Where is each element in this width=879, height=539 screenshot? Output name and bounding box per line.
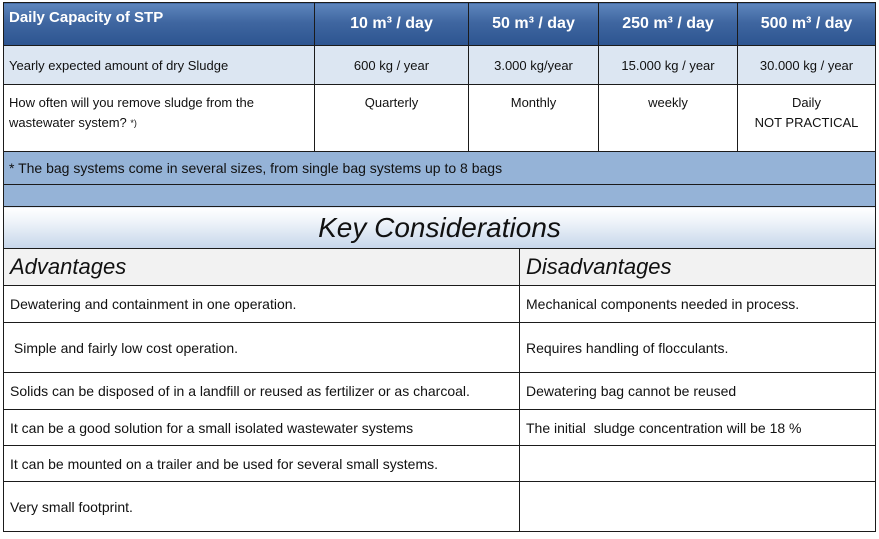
capacity-header-250: 250 m³ / day (599, 3, 738, 46)
table-row (4, 373, 876, 410)
disadvantages-header: Disadvantages (520, 249, 876, 286)
sludge-amount-label: Yearly expected amount of dry Sludge (4, 46, 315, 85)
table-row (4, 446, 876, 482)
advantage-cell: Simple and fairly low cost operation. (4, 323, 520, 373)
key-considerations-title: Key Considerations (4, 207, 876, 249)
removal-label-line1: How often will you remove sludge from the (9, 95, 254, 110)
sludge-amount-250: 15.000 kg / year (599, 46, 738, 85)
footnote-marker: *) (130, 118, 137, 128)
removal-frequency-50: Monthly (469, 85, 599, 152)
table-row (4, 482, 876, 532)
advantages-header: Advantages (4, 249, 520, 286)
capacity-header-row (4, 3, 876, 46)
removal-label-line2: wastewater system? (9, 115, 127, 130)
removal-500-line2: NOT PRACTICAL (754, 115, 859, 130)
table-row (4, 323, 876, 373)
removal-frequency-10: Quarterly (315, 85, 469, 152)
sludge-amount-row (4, 46, 876, 85)
table-row (4, 286, 876, 323)
sludge-amount-50: 3.000 kg/year (469, 46, 599, 85)
disadvantage-cell: Mechanical components needed in process. (520, 286, 876, 323)
capacity-header-label: Daily Capacity of STP (4, 3, 315, 46)
capacity-header-10: 10 m³ / day (315, 3, 469, 46)
disadvantage-cell (520, 446, 876, 482)
bag-note: * The bag systems come in several sizes, from single bag systems up to 8 bags (4, 152, 876, 185)
disadvantage-cell: Requires handling of flocculants. (520, 323, 876, 373)
key-considerations-title-row (4, 207, 876, 249)
removal-frequency-label (4, 85, 315, 152)
advantages-header-row (4, 249, 876, 286)
capacity-header-50: 50 m³ / day (469, 3, 599, 46)
disadvantage-cell: The initial sludge concentration will be 18 % (520, 410, 876, 446)
advantage-cell: Solids can be disposed of in a landfill or reused as fertilizer or as charcoal. (4, 373, 520, 410)
disadvantage-cell (520, 482, 876, 532)
removal-frequency-250: weekly (599, 85, 738, 152)
key-considerations-table (3, 206, 876, 532)
capacity-header-500: 500 m³ / day (738, 3, 876, 46)
sludge-amount-10: 600 kg / year (315, 46, 469, 85)
disadvantage-cell: Dewatering bag cannot be reused (520, 373, 876, 410)
table-row (4, 410, 876, 446)
bag-note-row (4, 152, 876, 185)
removal-frequency-500 (738, 85, 876, 152)
advantage-cell: It can be mounted on a trailer and be used for several small systems. (4, 446, 520, 482)
sludge-amount-500: 30.000 kg / year (738, 46, 876, 85)
removal-frequency-row (4, 85, 876, 152)
advantage-cell: Dewatering and containment in one operation. (4, 286, 520, 323)
capacity-table (3, 2, 876, 218)
removal-500-line1: Daily (792, 95, 821, 110)
advantage-cell: Very small footprint. (4, 482, 520, 532)
advantage-cell: It can be a good solution for a small isolated wastewater systems (4, 410, 520, 446)
